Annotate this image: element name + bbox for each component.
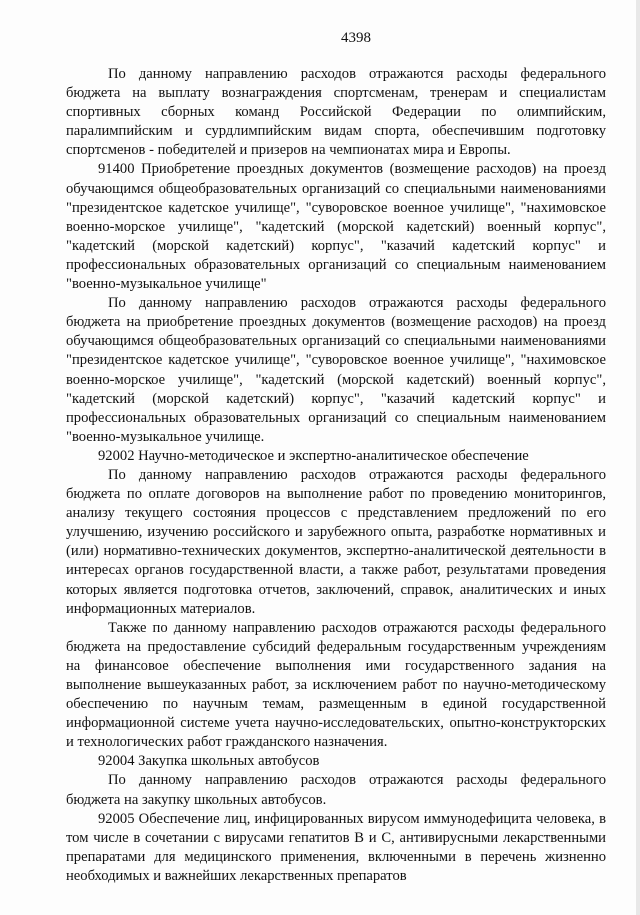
page-number: 4398: [341, 30, 371, 46]
section-heading-91400: 91400 Приобретение проездных документов (возмещение расходов) на проезд обучающимся общеобразовательных организаций со специальными наименованиями "президентское кадетское училище", "суворовское военное училище", "нахимовское военно-морское училище", "кадетский (морской кадетский) военный корпус", "кадетский (морской кадетский) корпус", "казачий кадетский корпус" и профессиональных образовательных организаций со специальным наименованием "военно-музыкальное училище": [66, 161, 606, 293]
paragraph-travel-documents: По данному направлению расходов отражаются расходы федерального бюджета на приобретение проездных документов (возмещение расходов) на проезд обучающимся общеобразовательных организаций со специальными наименованиями "президентское кадетское училище", "суворовское военное училище", "нахимовское военно-морское училище", "кадетский (морской кадетский) военный корпус", "кадетский (морской кадетский) корпус", "казачий кадетский корпус" и профессиональных образовательных организаций со специальным наименованием "военно-музыкальное училище.: [66, 295, 606, 445]
document-body: [66, 65, 606, 886]
section-heading-92002: 92002 Научно-методическое и экспертно-аналитическое обеспечение: [98, 447, 529, 464]
paragraph-monitoring-contracts: По данному направлению расходов отражаются расходы федерального бюджета по оплате договоров на выполнение работ по проведению мониторингов, анализу текущего состояния процессов с представлением предложений по его улучшению, изучению российского и зарубежного опыта, разработке нормативных и (или) нормативно-технических документов, экспертно-аналитической деятельности в интересах органов государственной власти, а также работ, результатами проведения которых является подготовка отчетов, заключений, справок, аналитических и иных информационных материалов.: [66, 466, 606, 617]
paragraph-school-buses: По данному направлению расходов отражаются расходы федерального бюджета на закупку школьных автобусов.: [66, 772, 606, 808]
paragraph-sport-awards: По данному направлению расходов отражаются расходы федерального бюджета на выплату вознаграждения спортсменам, тренерам и специалистам спортивных сборных команд Российской Федерации по олимпийским, паралимпийским и сурдлимпийским видам спорта, обеспечившим подготовку спортсменов - победителей и призеров на чемпионатах мира и Европы.: [66, 66, 606, 159]
section-heading-92005: 92005 Обеспечение лиц, инфицированных вирусом иммунодефицита человека, в том числе в сочетании с вирусами гепатитов В и С, антивирусными лекарственными препаратами для медицинского применения, включенными в перечень жизненно необходимых и важнейших лекарственных препаратов: [66, 810, 606, 884]
scan-edge-shadow: [636, 0, 640, 915]
section-heading-92004: 92004 Закупка школьных автобусов: [98, 753, 320, 770]
paragraph-subsidies: Также по данному направлению расходов отражаются расходы федерального бюджета на предоставление субсидий федеральным государственным учреждениям на финансовое обеспечение выполнения ими государственного задания на выполнение вышеуказанных работ, за исключением работ по научно-методическому обеспечению по научным темам, размещенным в единой государственной информационной системе учета научно-исследовательских, опытно-конструкторских и технологических работ гражданского назначения.: [66, 619, 606, 751]
